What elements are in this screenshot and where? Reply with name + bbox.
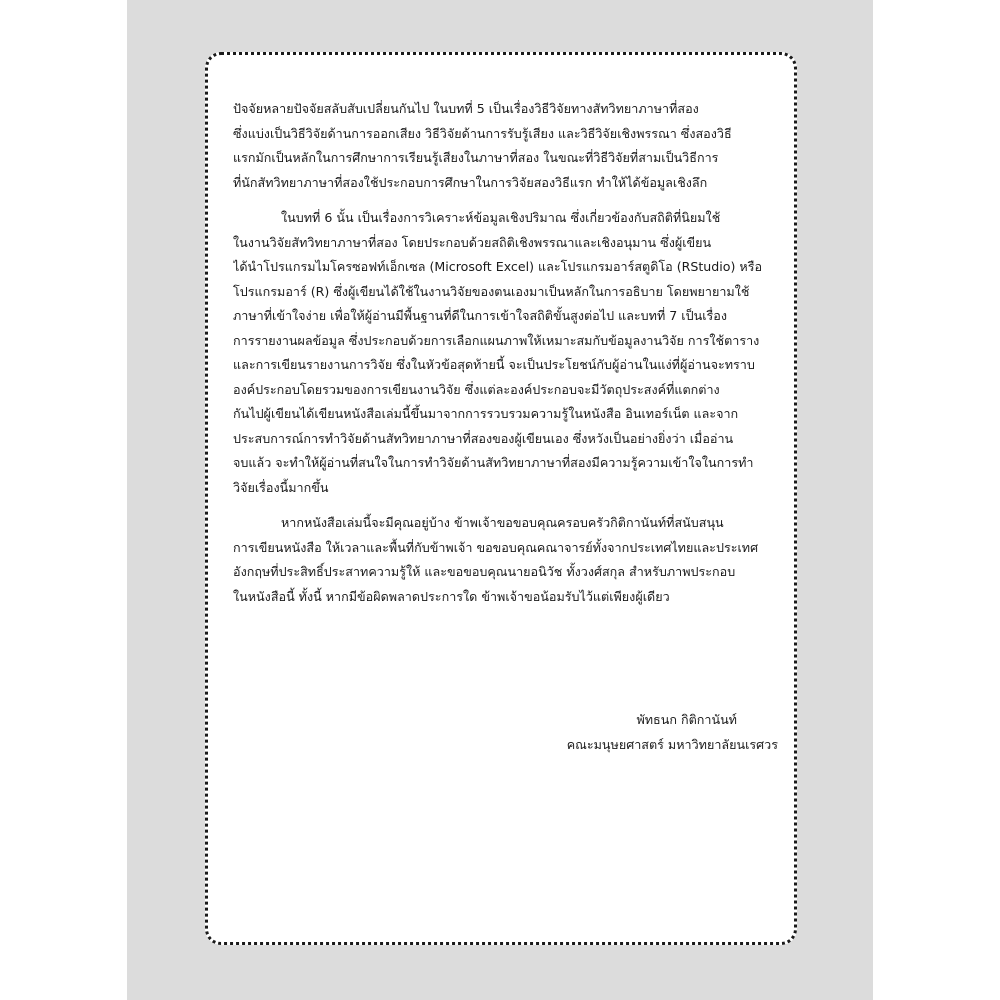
author-affiliation: คณะมนุษยศาสตร์ มหาวิทยาลัยนเรศวร <box>566 737 778 752</box>
text-line: ภาษาที่เข้าใจง่าย เพื่อให้ผู้อ่านมีพื้นฐานที่ดีในการเข้าใจสถิติขั้นสูงต่อไป และบทที่ 7 เป็นเรื่อง <box>233 308 727 323</box>
text-line: และการเขียนรายงานการวิจัย ซึ่งในหัวข้อสุดท้ายนี้ จะเป็นประโยชน์กับผู้อ่านในแง่ที่ผู้อ่านจะทราบ <box>233 357 755 372</box>
text-line: ที่นักสัทวิทยาภาษาที่สองใช้ประกอบการศึกษาในการวิจัยสองวิธีแรก ทำให้ได้ข้อมูลเชิงลึก <box>233 174 708 190</box>
text-line: การรายงานผลข้อมูล ซึ่งประกอบด้วยการเลือกแผนภาพให้เหมาะสมกับข้อมูลงานวิจัย การใช้ตาราง <box>233 332 760 348</box>
text-line: ในบทที่ 6 นั้น เป็นเรื่องการวิเคราะห์ข้อมูลเชิงปริมาณ ซึ่งเกี่ยวข้องกับสถิติที่นิยมใช้ <box>281 210 721 225</box>
author-name: พัทธนก กิติกานันท์ <box>636 712 737 727</box>
text-line: วิจัยเรื่องนี้มากขึ้น <box>233 479 329 495</box>
text-line: ในหนังสือนี้ ทั้งนี้ หากมีข้อผิดพลาดประการใด ข้าพเจ้าขอน้อมรับไว้แต่เพียงผู้เดียว <box>233 588 670 604</box>
signature-block <box>233 707 778 757</box>
text-line: ปัจจัยหลายปัจจัยสลับสับเปลี่ยนกันไป ในบทที่ 5 เป็นเรื่องวิธีวิจัยทางสัทวิทยาภาษาที่สอง <box>233 101 699 116</box>
text-line: ประสบการณ์การทำวิจัยด้านสัทวิทยาภาษาที่สองของผู้เขียนเอง ซึ่งหวังเป็นอย่างยิ่งว่า เมื่ออ่าน <box>233 430 734 446</box>
paragraph-3 <box>233 511 773 609</box>
text-line: การเขียนหนังสือ ให้เวลาและพื้นที่กับข้าพเจ้า ขอขอบคุณคณาจารย์ทั้งจากประเทศไทยและประเทศ <box>233 539 759 555</box>
text-line: ซึ่งแบ่งเป็นวิธีวิจัยด้านการออกเสียง วิธีวิจัยด้านการรับรู้เสียง และวิธีวิจัยเชิงพรรณา ซึ่งสองวิธี <box>233 125 732 141</box>
text-line: หากหนังสือเล่มนี้จะมีคุณอยู่บ้าง ข้าพเจ้าขอขอบคุณครอบครัวกิติกานันท์ที่สนับสนุน <box>281 515 724 530</box>
paragraph-1 <box>233 97 773 195</box>
text-line: กันไปผู้เขียนได้เขียนหนังสือเล่มนี้ขึ้นมาจากการรวบรวมความรู้ในหนังสือ อินเทอร์เน็ต และจาก <box>233 406 739 421</box>
text-line: อังกฤษที่ประสิทธิ์ประสาทความรู้ให้ และขอขอบคุณนายอนิวัช ทั้งวงศ์สกุล สำหรับภาพประกอบ <box>233 564 736 579</box>
text-line: โปรแกรมอาร์ (R) ซึ่งผู้เขียนได้ใช้ในงานวิจัยของตนเองมาเป็นหลักในการอธิบาย โดยพยายามใช้ <box>233 283 750 299</box>
text-line: องค์ประกอบโดยรวมของการเขียนงานวิจัย ซึ่งแต่ละองค์ประกอบจะมีวัตถุประสงค์ที่แตกต่าง <box>233 381 720 397</box>
body-text <box>233 97 773 620</box>
text-line: จบแล้ว จะทำให้ผู้อ่านที่สนใจในการทำวิจัยด้านสัทวิทยาภาษาที่สองมีความรู้ความเข้าใจในการทำ <box>233 455 754 470</box>
paragraph-2 <box>233 206 773 500</box>
text-line: แรกมักเป็นหลักในการศึกษาการเรียนรู้เสียงในภาษาที่สอง ในขณะที่วิธีวิจัยที่สามเป็นวิธีการ <box>233 150 719 165</box>
text-line: ได้นำโปรแกรมไมโครซอฟท์เอ็กเซล (Microsoft Excel) และโปรแกรมอาร์สตูดิโอ (RStudio) หรือ <box>233 259 763 274</box>
text-line: ในงานวิจัยสัทวิทยาภาษาที่สอง โดยประกอบด้วยสถิติเชิงพรรณาและเชิงอนุมาน ซึ่งผู้เขียน <box>233 234 712 250</box>
